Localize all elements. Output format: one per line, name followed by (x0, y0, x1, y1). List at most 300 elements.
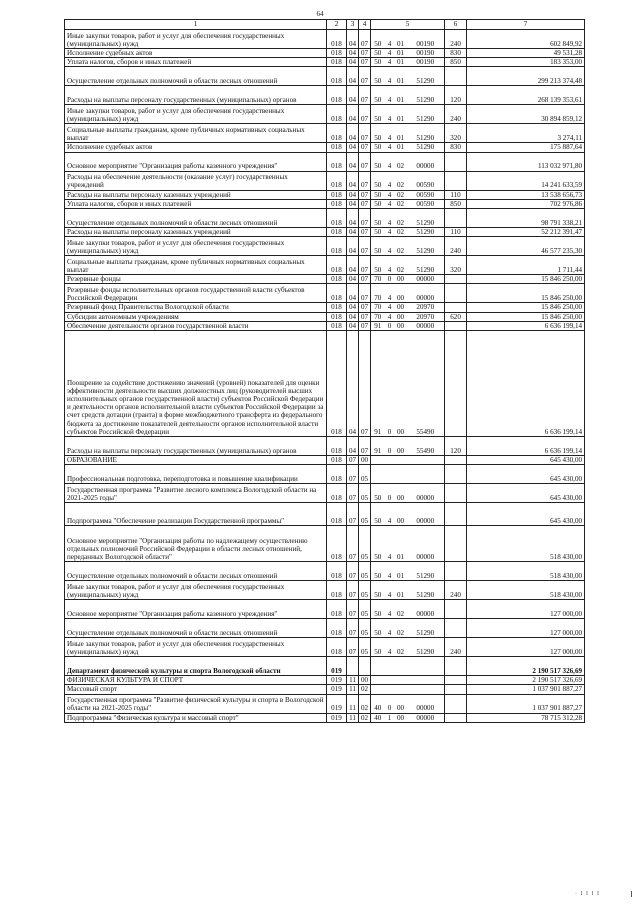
table-row (65, 171, 585, 190)
header-cell-2: 2 (327, 20, 347, 30)
row-target-program: 91 (371, 331, 385, 437)
row-target-event (395, 657, 407, 676)
row-target-subprogram (385, 657, 395, 676)
row-amount: 113 032 971,80 (467, 152, 585, 171)
row-subsection-code: 05 (359, 600, 371, 619)
row-target-program: 50 (371, 199, 385, 208)
row-expense-type (445, 600, 467, 619)
table-row (65, 86, 585, 105)
row-expense-type (445, 465, 467, 484)
row-target-event (395, 676, 407, 685)
row-target-direction: 00000 (407, 600, 445, 619)
row-target-direction: 00590 (407, 171, 445, 190)
row-name: Иные закупки товаров, работ и услуг для обеспечения государственных (муниципальных) нужд (65, 237, 327, 256)
table-row (65, 713, 585, 722)
row-target-program (371, 676, 385, 685)
row-name: Резервный фонд Правительства Вологодской области (65, 303, 327, 312)
row-ministry-code: 018 (327, 86, 347, 105)
row-expense-type (445, 275, 467, 284)
row-expense-type: 850 (445, 58, 467, 67)
table-row (65, 694, 585, 713)
row-subsection-code: 07 (359, 143, 371, 152)
row-target-direction: 55490 (407, 331, 445, 437)
row-target-event: 01 (395, 105, 407, 124)
table-row (65, 456, 585, 465)
row-ministry-code: 018 (327, 303, 347, 312)
row-name: ФИЗИЧЕСКАЯ КУЛЬТУРА И СПОРТ (65, 676, 327, 685)
row-target-event: 01 (395, 86, 407, 105)
row-target-event: 02 (395, 171, 407, 190)
row-target-direction: 00000 (407, 713, 445, 722)
row-amount: 602 849,92 (467, 30, 585, 49)
row-section-code: 04 (347, 86, 359, 105)
row-amount: 1 711,44 (467, 256, 585, 275)
row-target-event (395, 685, 407, 694)
row-section-code: 11 (347, 676, 359, 685)
row-ministry-code: 018 (327, 58, 347, 67)
row-ministry-code: 018 (327, 456, 347, 465)
row-section-code: 07 (347, 503, 359, 526)
table-row (65, 484, 585, 503)
row-ministry-code: 018 (327, 484, 347, 503)
row-target-direction (407, 465, 445, 484)
row-subsection-code: 07 (359, 124, 371, 143)
row-name: Иные закупки товаров, работ и услуг для обеспечения государственных (муниципальных) нужд (65, 105, 327, 124)
row-section-code: 04 (347, 30, 359, 49)
row-target-direction: 51290 (407, 562, 445, 581)
row-target-program: 50 (371, 58, 385, 67)
row-ministry-code: 018 (327, 465, 347, 484)
row-subsection-code: 05 (359, 638, 371, 657)
row-ministry-code: 018 (327, 228, 347, 237)
row-subsection-code: 07 (359, 49, 371, 58)
row-name: Основное мероприятие "Организация работы по надлежащему осуществлению отдельных полномочий Российской Федерации в области лесных отношений, переданных Вологодской области" (65, 526, 327, 562)
row-amount: 52 212 391,47 (467, 228, 585, 237)
row-ministry-code: 019 (327, 694, 347, 713)
row-subsection-code: 05 (359, 581, 371, 600)
row-section-code: 04 (347, 331, 359, 437)
row-name: Осуществление отдельных полномочий в области лесных отношений (65, 67, 327, 86)
row-target-subprogram: 4 (385, 503, 395, 526)
table-row (65, 58, 585, 67)
scan-mark: · I I I I (575, 891, 600, 897)
row-target-subprogram: 4 (385, 86, 395, 105)
row-section-code: 04 (347, 105, 359, 124)
row-amount: 2 190 517 326,69 (467, 676, 585, 685)
row-subsection-code: 05 (359, 465, 371, 484)
row-section-code: 07 (347, 619, 359, 638)
row-expense-type (445, 713, 467, 722)
row-expense-type: 120 (445, 437, 467, 456)
row-amount: 183 353,00 (467, 58, 585, 67)
row-ministry-code: 018 (327, 562, 347, 581)
row-section-code: 04 (347, 228, 359, 237)
row-target-event: 02 (395, 638, 407, 657)
row-target-event: 00 (395, 484, 407, 503)
row-ministry-code: 018 (327, 600, 347, 619)
row-name: Исполнение судебных актов (65, 49, 327, 58)
row-ministry-code: 018 (327, 171, 347, 190)
row-target-direction: 00000 (407, 275, 445, 284)
row-name: Основное мероприятие "Организация работы казенного учреждения" (65, 152, 327, 171)
row-amount: 1 037 901 887,27 (467, 685, 585, 694)
row-target-event: 00 (395, 503, 407, 526)
row-target-subprogram: 4 (385, 600, 395, 619)
row-section-code: 04 (347, 58, 359, 67)
row-section-code: 04 (347, 275, 359, 284)
row-name: Государственная программа "Развитие лесного комплекса Вологодской области на 2021-2025 годы" (65, 484, 327, 503)
row-ministry-code: 018 (327, 638, 347, 657)
row-target-subprogram: 4 (385, 526, 395, 562)
row-name: ОБРАЗОВАНИЕ (65, 456, 327, 465)
row-amount: 15 846 250,00 (467, 312, 585, 321)
row-target-direction: 51290 (407, 124, 445, 143)
row-target-event: 00 (395, 331, 407, 437)
table-row (65, 67, 585, 86)
row-name: Департамент физической культуры и спорта Вологодской области (65, 657, 327, 676)
row-target-program: 50 (371, 600, 385, 619)
row-subsection-code: 07 (359, 256, 371, 275)
row-amount: 15 846 250,00 (467, 275, 585, 284)
row-name: Осуществление отдельных полномочий в области лесных отношений (65, 209, 327, 228)
row-target-program: 50 (371, 581, 385, 600)
row-section-code: 04 (347, 199, 359, 208)
row-target-event: 01 (395, 581, 407, 600)
row-target-direction: 51290 (407, 619, 445, 638)
row-target-event: 02 (395, 199, 407, 208)
row-target-direction: 00000 (407, 484, 445, 503)
row-target-program: 50 (371, 638, 385, 657)
row-target-event: 01 (395, 562, 407, 581)
row-ministry-code: 018 (327, 312, 347, 321)
row-ministry-code: 018 (327, 209, 347, 228)
row-subsection-code: 07 (359, 303, 371, 312)
row-expense-type (445, 284, 467, 303)
row-target-direction: 00000 (407, 321, 445, 330)
row-amount: 645 430,00 (467, 465, 585, 484)
row-target-subprogram: 4 (385, 581, 395, 600)
row-target-direction (407, 685, 445, 694)
row-target-direction: 51290 (407, 256, 445, 275)
table-row (65, 228, 585, 237)
row-target-event: 02 (395, 152, 407, 171)
row-target-program: 50 (371, 619, 385, 638)
row-amount: 6 636 199,14 (467, 331, 585, 437)
row-amount: 14 241 633,59 (467, 171, 585, 190)
row-target-subprogram: 1 (385, 713, 395, 722)
row-amount: 1 037 901 887,27 (467, 694, 585, 713)
table-row (65, 437, 585, 456)
row-expense-type (445, 209, 467, 228)
row-ministry-code: 018 (327, 237, 347, 256)
row-section-code: 11 (347, 713, 359, 722)
row-target-subprogram: 4 (385, 190, 395, 199)
row-expense-type: 110 (445, 228, 467, 237)
row-name: Осуществление отдельных полномочий в области лесных отношений (65, 619, 327, 638)
table-row (65, 105, 585, 124)
table-row (65, 657, 585, 676)
row-target-program: 50 (371, 30, 385, 49)
row-target-direction: 00000 (407, 152, 445, 171)
row-target-subprogram: 0 (385, 437, 395, 456)
row-section-code: 04 (347, 256, 359, 275)
row-subsection-code: 07 (359, 331, 371, 437)
row-section-code: 11 (347, 685, 359, 694)
table-row (65, 321, 585, 330)
row-target-program: 50 (371, 562, 385, 581)
row-target-program: 50 (371, 124, 385, 143)
scan-mark-bar (631, 891, 632, 897)
row-ministry-code: 018 (327, 105, 347, 124)
row-target-event: 02 (395, 619, 407, 638)
row-amount: 702 976,86 (467, 199, 585, 208)
row-name: Резервные фонды исполнительных органов государственной власти субъектов Российской Федерации (65, 284, 327, 303)
row-section-code: 04 (347, 312, 359, 321)
row-ministry-code: 018 (327, 67, 347, 86)
row-target-program: 70 (371, 312, 385, 321)
row-section-code: 07 (347, 638, 359, 657)
row-name: Уплата налогов, сборов и иных платежей (65, 199, 327, 208)
row-ministry-code: 018 (327, 199, 347, 208)
row-name: Социальные выплаты гражданам, кроме публичных нормативных социальных выплат (65, 124, 327, 143)
row-expense-type (445, 171, 467, 190)
header-cell-3: 3 (347, 20, 359, 30)
row-target-subprogram: 4 (385, 228, 395, 237)
row-expense-type: 240 (445, 105, 467, 124)
row-target-direction: 00000 (407, 526, 445, 562)
row-ministry-code: 019 (327, 713, 347, 722)
row-expense-type: 110 (445, 190, 467, 199)
row-target-subprogram: 4 (385, 124, 395, 143)
row-expense-type: 240 (445, 237, 467, 256)
row-ministry-code: 018 (327, 256, 347, 275)
row-name: Осуществление отдельных полномочий в области лесных отношений (65, 562, 327, 581)
row-subsection-code: 07 (359, 152, 371, 171)
row-subsection-code: 02 (359, 685, 371, 694)
row-subsection-code: 07 (359, 30, 371, 49)
row-subsection-code: 07 (359, 321, 371, 330)
row-amount: 518 430,00 (467, 581, 585, 600)
row-expense-type: 120 (445, 86, 467, 105)
row-target-event (395, 456, 407, 465)
row-target-direction: 00190 (407, 30, 445, 49)
row-target-subprogram: 4 (385, 152, 395, 171)
row-target-subprogram: 4 (385, 105, 395, 124)
row-expense-type (445, 321, 467, 330)
row-target-subprogram: 4 (385, 143, 395, 152)
row-subsection-code: 07 (359, 58, 371, 67)
row-target-subprogram: 4 (385, 284, 395, 303)
row-expense-type (445, 619, 467, 638)
row-target-direction: 20970 (407, 312, 445, 321)
row-ministry-code: 019 (327, 685, 347, 694)
row-name: Иные закупки товаров, работ и услуг для обеспечения государственных (муниципальных) нужд (65, 638, 327, 657)
row-target-direction: 51290 (407, 237, 445, 256)
row-subsection-code: 05 (359, 526, 371, 562)
row-ministry-code: 018 (327, 581, 347, 600)
row-amount: 6 636 199,14 (467, 321, 585, 330)
header-row (65, 20, 585, 30)
row-target-subprogram: 4 (385, 199, 395, 208)
row-name: Подпрограмма "Обеспечение реализации Государственной программы" (65, 503, 327, 526)
row-target-event (395, 465, 407, 484)
header-cell-6: 6 (445, 20, 467, 30)
row-target-event: 02 (395, 209, 407, 228)
row-amount: 49 531,28 (467, 49, 585, 58)
row-subsection-code: 07 (359, 199, 371, 208)
table-row (65, 465, 585, 484)
row-target-program: 70 (371, 303, 385, 312)
row-section-code: 04 (347, 67, 359, 86)
row-target-program: 40 (371, 694, 385, 713)
row-amount: 645 430,00 (467, 503, 585, 526)
row-target-program: 50 (371, 86, 385, 105)
row-section-code: 07 (347, 562, 359, 581)
row-amount: 15 846 250,00 (467, 284, 585, 303)
row-section-code: 04 (347, 143, 359, 152)
row-target-event: 00 (395, 312, 407, 321)
table-row (65, 303, 585, 312)
row-target-event: 00 (395, 275, 407, 284)
row-target-program: 91 (371, 437, 385, 456)
row-expense-type: 240 (445, 638, 467, 657)
row-section-code: 04 (347, 437, 359, 456)
row-subsection-code: 00 (359, 456, 371, 465)
row-subsection-code: 07 (359, 284, 371, 303)
table-row (65, 49, 585, 58)
row-name: Социальные выплаты гражданам, кроме публичных нормативных социальных выплат (65, 256, 327, 275)
row-target-program: 50 (371, 209, 385, 228)
row-target-subprogram: 4 (385, 209, 395, 228)
row-target-subprogram: 0 (385, 331, 395, 437)
row-amount: 127 000,00 (467, 638, 585, 657)
row-target-direction: 51290 (407, 209, 445, 228)
row-subsection-code: 07 (359, 190, 371, 199)
row-target-event: 01 (395, 58, 407, 67)
row-ministry-code: 018 (327, 275, 347, 284)
row-ministry-code: 019 (327, 657, 347, 676)
row-expense-type (445, 456, 467, 465)
header-cell-1: 1 (65, 20, 327, 30)
row-target-event: 00 (395, 713, 407, 722)
row-ministry-code: 018 (327, 152, 347, 171)
row-subsection-code: 07 (359, 275, 371, 284)
row-target-subprogram: 0 (385, 321, 395, 330)
row-section-code: 04 (347, 237, 359, 256)
row-target-subprogram: 4 (385, 619, 395, 638)
row-section-code: 07 (347, 581, 359, 600)
row-target-program: 50 (371, 152, 385, 171)
row-target-event: 01 (395, 30, 407, 49)
row-target-subprogram: 4 (385, 312, 395, 321)
row-expense-type (445, 676, 467, 685)
table-row (65, 526, 585, 562)
row-target-subprogram: 4 (385, 237, 395, 256)
row-expense-type (445, 152, 467, 171)
row-subsection-code: 02 (359, 694, 371, 713)
header-cell-4: 4 (359, 20, 371, 30)
row-target-program: 50 (371, 67, 385, 86)
row-expense-type: 830 (445, 143, 467, 152)
row-ministry-code: 018 (327, 143, 347, 152)
row-target-program: 70 (371, 275, 385, 284)
row-amount: 127 000,00 (467, 600, 585, 619)
row-ministry-code: 018 (327, 331, 347, 437)
row-target-event: 00 (395, 284, 407, 303)
row-subsection-code (359, 657, 371, 676)
row-target-program: 50 (371, 228, 385, 237)
row-section-code (347, 657, 359, 676)
row-target-subprogram (385, 676, 395, 685)
row-target-event: 02 (395, 190, 407, 199)
row-target-program: 50 (371, 484, 385, 503)
row-section-code: 04 (347, 303, 359, 312)
row-target-program: 50 (371, 256, 385, 275)
row-subsection-code: 07 (359, 237, 371, 256)
row-name: Расходы на выплаты персоналу государственных (муниципальных) органов (65, 86, 327, 105)
row-target-event: 01 (395, 526, 407, 562)
table-row (65, 676, 585, 685)
row-name: Субсидии автономным учреждениям (65, 312, 327, 321)
row-expense-type (445, 657, 467, 676)
row-target-event: 00 (395, 437, 407, 456)
header-cell-5: 5 (371, 20, 445, 30)
row-target-direction: 51290 (407, 143, 445, 152)
row-amount: 268 139 353,61 (467, 86, 585, 105)
row-name: Расходы на выплаты персоналу казенных учреждений (65, 228, 327, 237)
row-target-subprogram: 4 (385, 30, 395, 49)
row-ministry-code: 018 (327, 526, 347, 562)
row-target-program: 50 (371, 190, 385, 199)
row-target-direction: 00000 (407, 503, 445, 526)
row-amount: 518 430,00 (467, 562, 585, 581)
row-ministry-code: 018 (327, 49, 347, 58)
row-target-subprogram (385, 465, 395, 484)
row-target-subprogram: 4 (385, 303, 395, 312)
table-row (65, 638, 585, 657)
row-amount: 78 715 312,28 (467, 713, 585, 722)
row-target-subprogram: 4 (385, 638, 395, 657)
row-name: Иные закупки товаров, работ и услуг для обеспечения государственных (муниципальных) нужд (65, 581, 327, 600)
row-expense-type: 830 (445, 49, 467, 58)
row-ministry-code: 019 (327, 676, 347, 685)
row-target-direction: 00000 (407, 284, 445, 303)
row-target-event: 01 (395, 67, 407, 86)
budget-table (64, 19, 585, 723)
table-row (65, 256, 585, 275)
row-name: Резервные фонды (65, 275, 327, 284)
row-target-subprogram (385, 685, 395, 694)
row-subsection-code: 07 (359, 437, 371, 456)
row-expense-type (445, 67, 467, 86)
row-target-event: 02 (395, 256, 407, 275)
row-expense-type: 850 (445, 199, 467, 208)
row-target-program: 50 (371, 171, 385, 190)
table-row (65, 143, 585, 152)
row-target-event: 00 (395, 303, 407, 312)
row-expense-type (445, 562, 467, 581)
table-row (65, 30, 585, 49)
row-name: Основное мероприятие "Организация работы казенного учреждения" (65, 600, 327, 619)
row-ministry-code: 018 (327, 321, 347, 330)
row-ministry-code: 018 (327, 124, 347, 143)
row-target-program: 40 (371, 713, 385, 722)
row-amount: 6 636 199,14 (467, 437, 585, 456)
row-ministry-code: 018 (327, 503, 347, 526)
row-subsection-code: 07 (359, 171, 371, 190)
row-target-direction: 51290 (407, 228, 445, 237)
header-cell-7: 7 (467, 20, 585, 30)
